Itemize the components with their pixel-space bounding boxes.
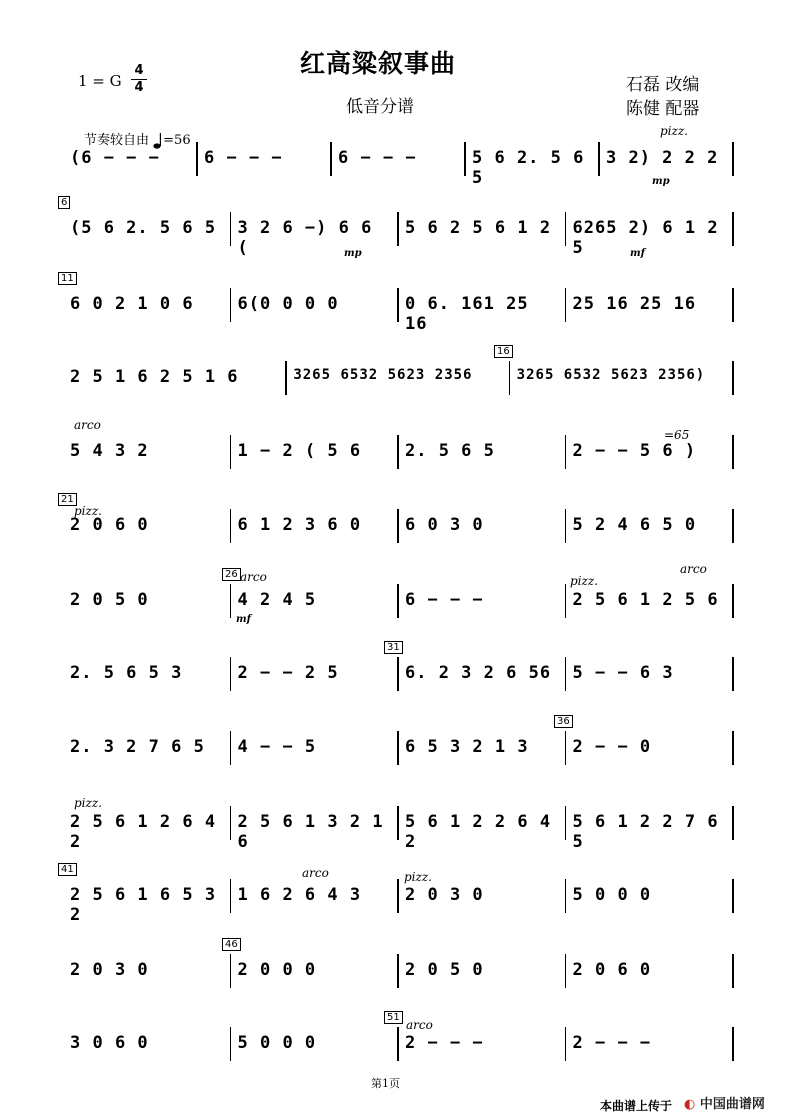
- measure: 2 0 3 0: [405, 885, 484, 905]
- barline: [230, 879, 232, 913]
- measure: 5 6 2. 5 6 5: [472, 148, 585, 188]
- barline: [397, 584, 399, 618]
- measure: 0 6. 161 25 16: [405, 294, 529, 334]
- barline: [732, 361, 734, 395]
- pizz-marking: pizz.: [660, 124, 688, 138]
- pizz-marking: pizz.: [74, 796, 102, 810]
- barline: [732, 509, 734, 543]
- arco-marking: arco: [74, 418, 101, 432]
- measure: 2 5 6 1 6 5 3 2: [70, 885, 217, 925]
- upload-notice: 本曲谱上传于: [600, 1099, 673, 1113]
- barline: [565, 1027, 567, 1061]
- measure: 2 5 6 1 2 5 6: [572, 590, 719, 610]
- measure-number: 31: [384, 641, 403, 654]
- measure: 2. 3 2 7 6 5: [70, 737, 205, 757]
- barline: [397, 435, 399, 469]
- measure: 2 − − 5 6 ): [572, 441, 697, 461]
- score-title: 红高粱叙事曲: [300, 49, 457, 78]
- mf-marking: mf: [630, 248, 645, 259]
- measure: 5 6 2 5 6 1 2: [405, 218, 552, 238]
- measure-number: 36: [554, 715, 573, 728]
- measure-number: 51: [384, 1011, 403, 1024]
- barline: [732, 657, 734, 691]
- measure: 5 − − 6 3: [572, 663, 674, 683]
- barline: [732, 435, 734, 469]
- measure: 2 − − 2 5: [237, 663, 339, 683]
- measure: 2 − − −: [572, 1033, 652, 1053]
- measure: 2. 5 6 5 3: [70, 663, 183, 683]
- staff-row: [62, 812, 732, 852]
- measure-number: 16: [494, 345, 513, 358]
- measure: 3 2) 2 2 2: [606, 148, 719, 168]
- barline: [285, 361, 287, 395]
- barline: [397, 806, 399, 840]
- barline: [732, 954, 734, 988]
- measure: (5 6 2. 5 6 5: [70, 218, 217, 238]
- barline: [397, 212, 399, 246]
- arco-marking: arco: [240, 570, 267, 584]
- mp-marking: mp: [652, 176, 670, 187]
- measure: 5 0 0 0: [572, 885, 652, 905]
- barline: [598, 142, 600, 176]
- tempo2-marking: =65: [664, 428, 690, 442]
- barline: [565, 879, 567, 913]
- page-number: 第1页: [371, 1077, 400, 1090]
- barline: [230, 954, 232, 988]
- barline: [565, 288, 567, 322]
- measure: (6 − − −: [70, 148, 160, 168]
- measure: 5 6 1 2 2 6 4 2: [405, 812, 552, 852]
- barline: [230, 288, 232, 322]
- barline: [230, 584, 232, 618]
- pizz-marking: pizz.: [74, 504, 102, 518]
- quarter-note-icon: [153, 132, 163, 150]
- measure-number: 46: [222, 938, 241, 951]
- staff-row: [62, 642, 732, 687]
- measure: 6 − − −: [338, 148, 417, 168]
- measure: 6 − − −: [204, 148, 283, 168]
- measure: 6 0 3 0: [405, 515, 484, 535]
- staff-row: [62, 346, 732, 391]
- barline: [565, 212, 567, 246]
- measure: 6. 2 3 2 6 56: [405, 663, 552, 683]
- measure-number: 6: [58, 196, 70, 209]
- measure: 6 0 2 1 0 6: [70, 294, 194, 314]
- barline: [732, 584, 734, 618]
- measure: 6 1 2 3 6 0: [237, 515, 362, 535]
- mf-marking: mf: [236, 614, 251, 625]
- measure: 5 0 0 0: [237, 1033, 317, 1053]
- barline: [397, 1027, 399, 1061]
- staff-row: [62, 441, 732, 465]
- barline: [464, 142, 466, 176]
- barline: [397, 731, 399, 765]
- measure: 3265 6532 5623 2356: [293, 367, 473, 383]
- measure: 2 − − 0: [572, 737, 652, 757]
- measure: 3 2 6 −) 6 6 (: [237, 218, 373, 258]
- time-signature-top: 4: [134, 63, 144, 78]
- barline: [397, 288, 399, 322]
- barline: [330, 142, 332, 176]
- measure: 4 − − 5: [237, 737, 317, 757]
- barline: [397, 509, 399, 543]
- measure-number: 21: [58, 493, 77, 506]
- arranger-credit: 石磊 改编: [626, 75, 700, 95]
- barline: [230, 806, 232, 840]
- measure: 2 0 0 0: [237, 960, 317, 980]
- tempo-text: 节奏较自由: [84, 133, 150, 148]
- barline: [565, 509, 567, 543]
- barline: [732, 288, 734, 322]
- tempo-value: =56: [163, 133, 191, 148]
- key-signature: 1 = G: [78, 72, 122, 90]
- time-signature-bottom: 4: [134, 80, 144, 95]
- barline: [230, 435, 232, 469]
- orchestrator-credit: 陈健 配器: [626, 99, 700, 119]
- measure: 5 2 4 6 5 0: [572, 515, 697, 535]
- measure: 6265 2) 6 1 2 5: [572, 218, 719, 258]
- measure: 5 4 3 2: [70, 441, 149, 461]
- barline: [230, 657, 232, 691]
- measure: 3265 6532 5623 2356): [516, 367, 706, 383]
- measure: 3 0 6 0: [70, 1033, 149, 1053]
- measure: 6(0 0 0 0: [237, 294, 339, 314]
- barline: [230, 509, 232, 543]
- measure: 2 0 6 0: [70, 515, 149, 535]
- barline: [565, 657, 567, 691]
- measure: 2 0 5 0: [70, 590, 149, 610]
- measure: 6 − − −: [405, 590, 484, 610]
- measure: 2 − − −: [405, 1033, 484, 1053]
- site-logo-text: 中国曲谱网: [699, 1097, 765, 1112]
- mp-marking: mp: [344, 248, 362, 259]
- measure: 5 6 1 2 2 7 6 5: [572, 812, 719, 852]
- measure-number: 41: [58, 863, 77, 876]
- measure: 4 2 4 5: [237, 590, 317, 610]
- barline: [509, 361, 511, 395]
- measure: 2 0 5 0: [405, 960, 484, 980]
- staff-row: [61, 273, 732, 334]
- measure: 25 16 25 16: [572, 294, 697, 314]
- part-subtitle: 低音分谱: [346, 97, 414, 117]
- measure: 2 0 6 0: [572, 960, 652, 980]
- measure-number: 11: [58, 272, 77, 285]
- measure-number: 26: [222, 568, 241, 581]
- barline: [196, 142, 198, 176]
- pizz-marking: pizz.: [404, 870, 432, 884]
- barline: [230, 212, 232, 246]
- measure: 2. 5 6 5: [405, 441, 495, 461]
- barline: [732, 806, 734, 840]
- pizz-marking: pizz.: [570, 574, 598, 588]
- barline: [565, 584, 567, 618]
- barline: [732, 212, 734, 246]
- barline: [732, 879, 734, 913]
- barline: [732, 1027, 734, 1061]
- measure: 1 6 2 6 4 3: [237, 885, 362, 905]
- site-logo: ◐ 中国曲谱网: [684, 1097, 765, 1112]
- measure: 2 5 6 1 3 2 1 6: [237, 812, 384, 852]
- barline: [230, 1027, 232, 1061]
- measure: 2 5 6 1 2 6 4 2: [70, 812, 217, 852]
- measure: 1 − 2 ( 5 6: [237, 441, 362, 461]
- barline: [565, 806, 567, 840]
- barline: [565, 731, 567, 765]
- arco-marking: arco: [680, 562, 707, 576]
- measure: 2 5 1 6 2 5 1 6: [70, 367, 239, 387]
- staff-row: [62, 716, 732, 761]
- barline: [565, 954, 567, 988]
- barline: [397, 657, 399, 691]
- barline: [397, 879, 399, 913]
- staff-row: [62, 939, 732, 984]
- barline: [732, 731, 734, 765]
- measure: 2 0 3 0: [70, 960, 149, 980]
- arco-marking: arco: [406, 1018, 433, 1032]
- barline: [732, 142, 734, 176]
- time-signature: [131, 64, 147, 95]
- measure: 6 5 3 2 1 3: [405, 737, 529, 757]
- barline: [230, 731, 232, 765]
- arco-marking: arco: [302, 866, 329, 880]
- barline: [565, 435, 567, 469]
- barline: [397, 954, 399, 988]
- tempo-marking: [84, 129, 191, 150]
